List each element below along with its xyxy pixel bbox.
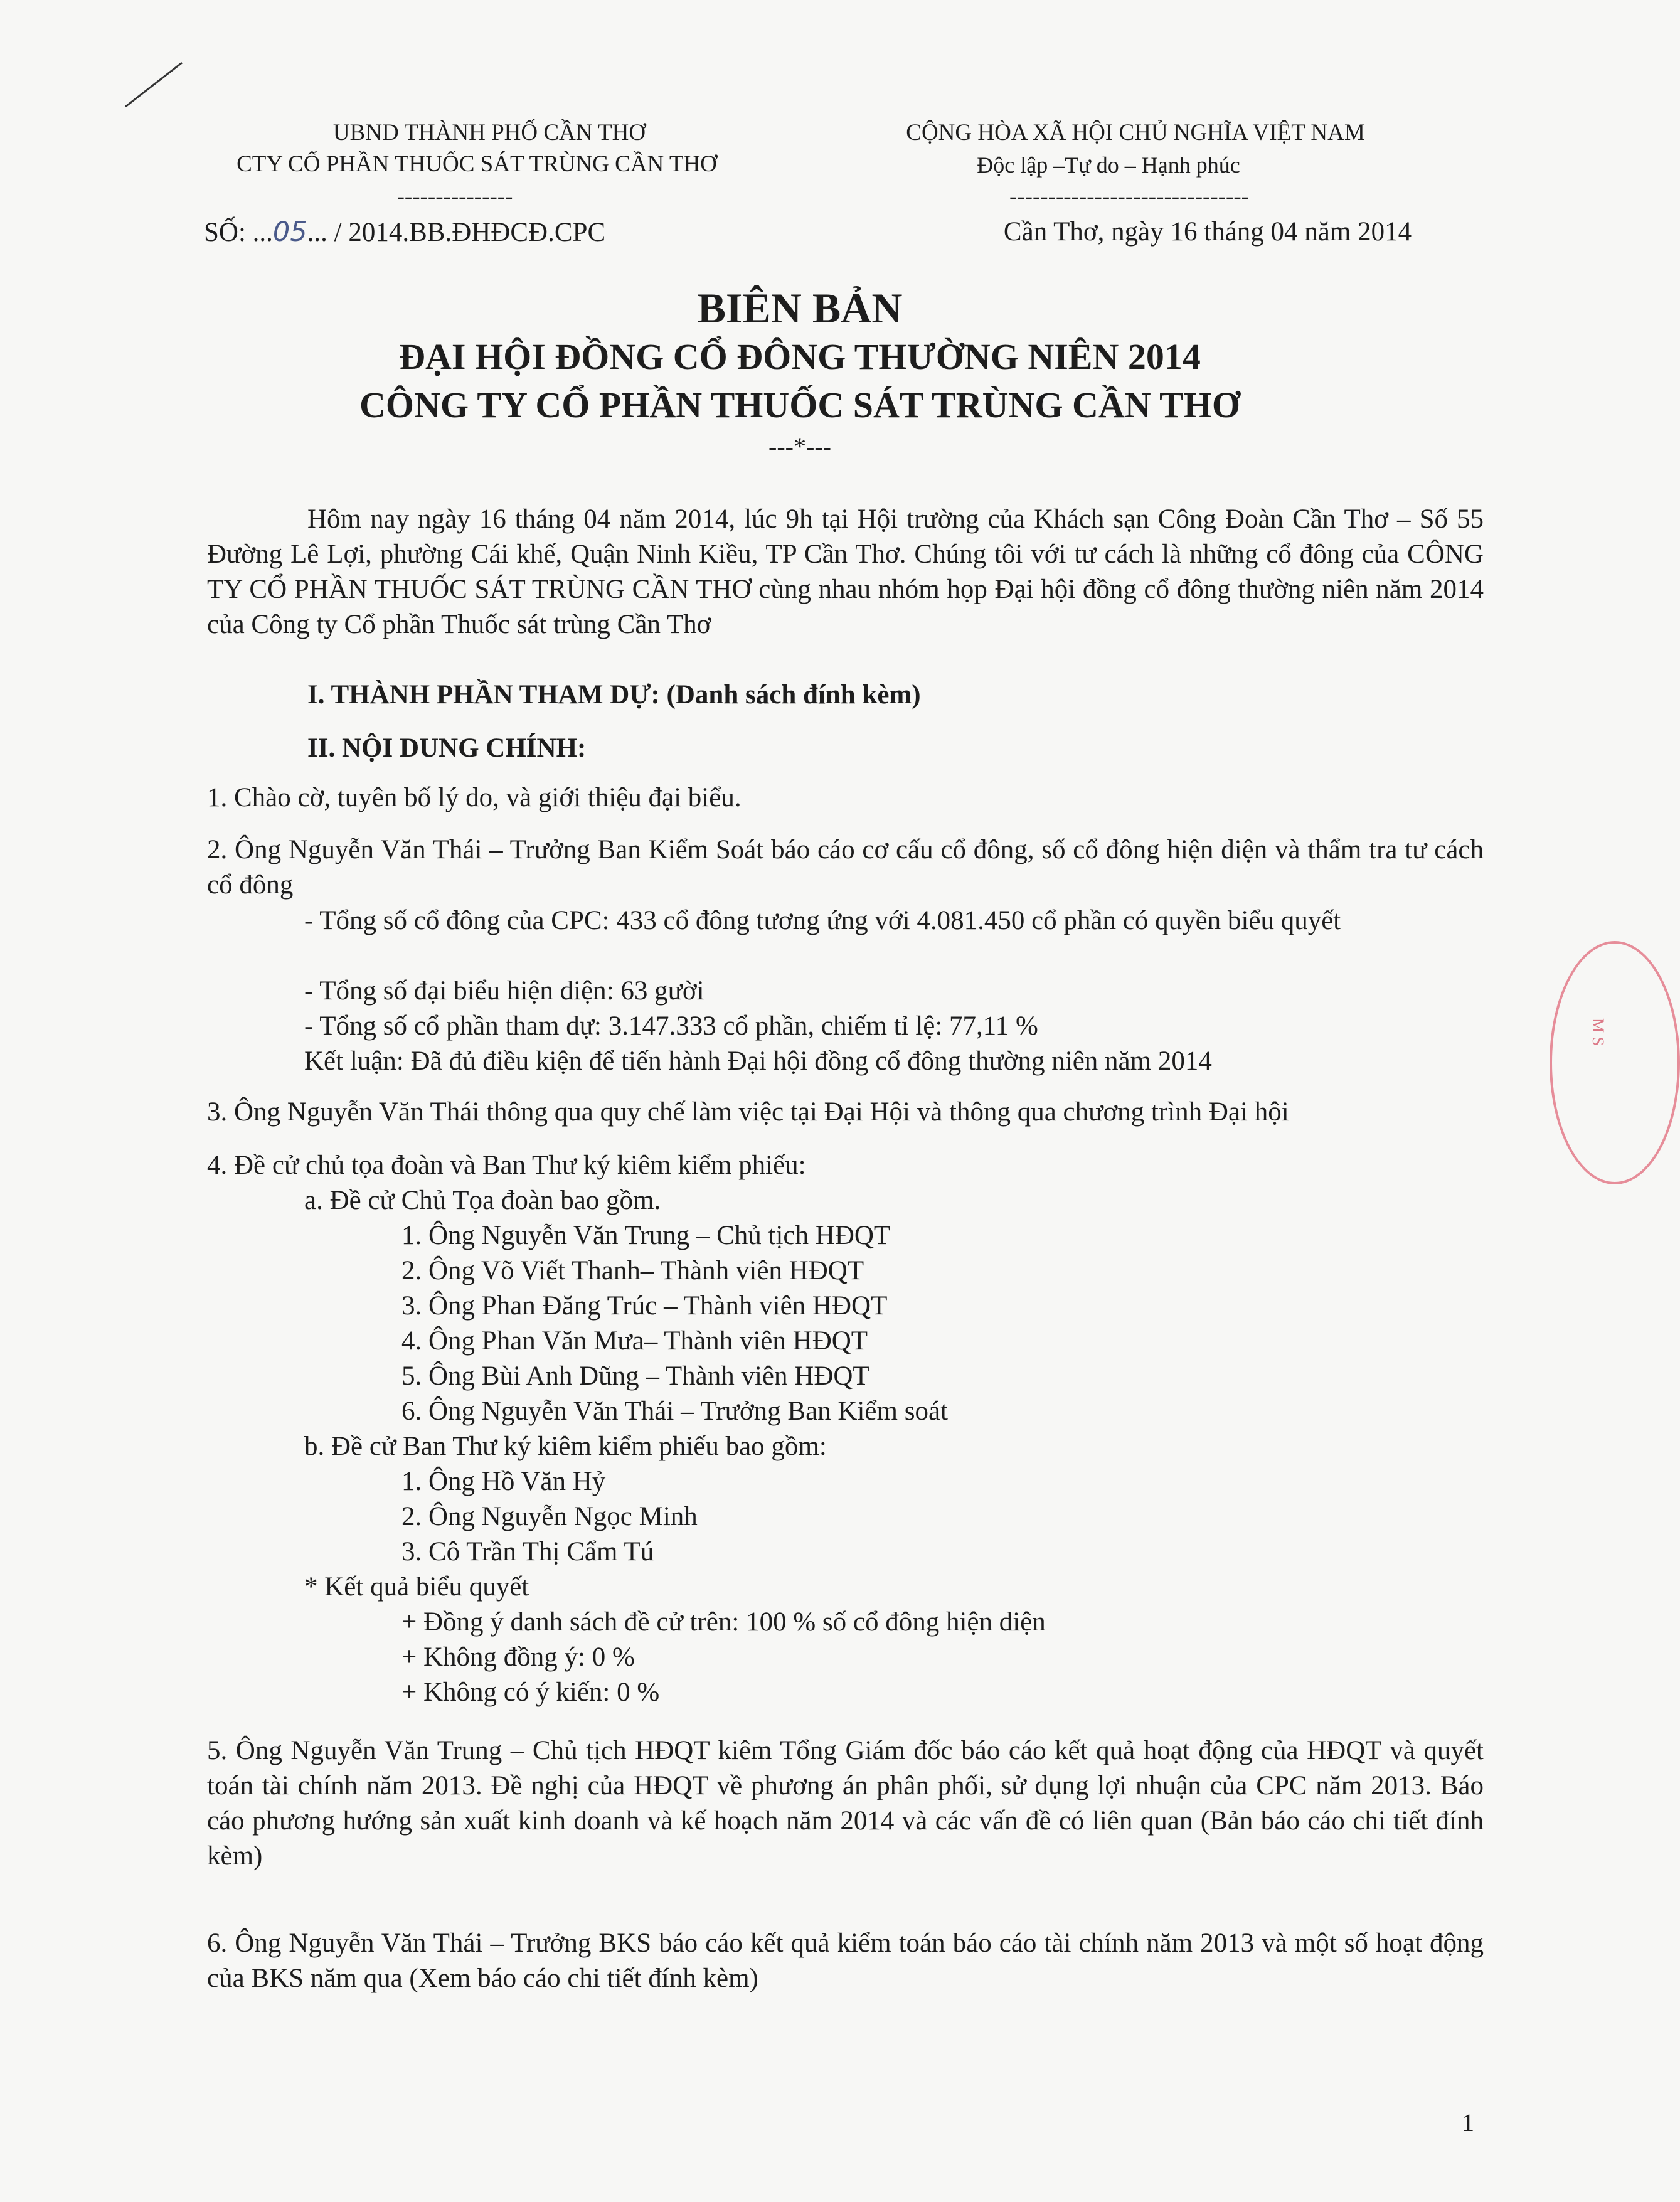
secretary-member: 1. Ông Hồ Văn Hỷ — [401, 1467, 606, 1496]
document-subtitle-meeting: ĐẠI HỘI ĐỒNG CỔ ĐÔNG THƯỜNG NIÊN 2014 — [399, 336, 1201, 377]
item-6: 6. Ông Nguyễn Văn Thái – Trưởng BKS báo cáo kết quả kiểm toán báo cáo tài chính năm 2013 và một số hoạt động của BKS năm qua (Xem báo cáo chi tiết đính kèm) — [207, 1928, 1484, 1993]
item-4: 4. Đề cử chủ tọa đoàn và Ban Thư ký kiêm kiểm phiếu: — [207, 1151, 806, 1180]
doc-number-prefix: SỐ: ... — [204, 218, 273, 247]
section-attendees: I. THÀNH PHẦN THAM DỰ: (Danh sách đính kèm) — [307, 680, 921, 710]
item-2-total-shareholders: - Tổng số cổ đông của CPC: 433 cổ đông tương ứng với 4.081.450 cổ phần có quyền biểu quyết — [304, 906, 1341, 935]
doc-number — [204, 216, 605, 248]
item-2-shares-attending: - Tổng số cổ phần tham dự: 3.147.333 cổ phần, chiếm tỉ lệ: 77,11 % — [304, 1011, 1038, 1041]
company-seal-stamp — [1550, 941, 1680, 1184]
pen-stroke-mark — [122, 60, 185, 110]
item-2-delegates: - Tổng số đại biểu hiện diện: 63 gười — [304, 976, 704, 1006]
chair-member: 1. Ông Nguyễn Văn Trung – Chủ tịch HĐQT — [401, 1221, 891, 1250]
item-2-conclusion: Kết luận: Đã đủ điều kiện để tiến hành Đại hội đồng cổ đông thường niên năm 2014 — [304, 1046, 1212, 1076]
item-3: 3. Ông Nguyễn Văn Thái thông qua quy chế làm việc tại Đại Hội và thông qua chương trình Đại hội — [207, 1097, 1289, 1127]
secretary-member: 2. Ông Nguyễn Ngọc Minh — [401, 1502, 698, 1531]
doc-number-suffix: ... / 2014.BB.ĐHĐCĐ.CPC — [307, 218, 606, 247]
document-title: BIÊN BẢN — [697, 284, 903, 332]
vote-result-item: + Không đồng ý: 0 % — [401, 1642, 635, 1672]
chair-member: 3. Ông Phan Đăng Trúc – Thành viên HĐQT — [401, 1291, 888, 1321]
document-subtitle-company: CÔNG TY CỔ PHẦN THUỐC SÁT TRÙNG CẦN THƠ — [359, 385, 1241, 425]
item-4a: a. Đề cử Chủ Tọa đoàn bao gồm. — [304, 1186, 661, 1215]
vote-result-title: * Kết quả biểu quyết — [304, 1572, 529, 1602]
item-4b: b. Đề cử Ban Thư ký kiêm kiểm phiếu bao gồm: — [304, 1432, 827, 1461]
chair-member: 4. Ông Phan Văn Mưa– Thành viên HĐQT — [401, 1326, 868, 1356]
section-main-content: II. NỘI DUNG CHÍNH: — [307, 733, 587, 763]
seal-text: M S — [1589, 1018, 1608, 1046]
doc-number-handwritten: 05 — [272, 216, 307, 248]
chair-member: 5. Ông Bùi Anh Dũng – Thành viên HĐQT — [401, 1361, 869, 1391]
item-5: 5. Ông Nguyễn Văn Trung – Chủ tịch HĐQT kiêm Tổng Giám đốc báo cáo kết quả hoạt động của HĐQT và quyết toán tài chính năm 2013. Đề nghị của HĐQT về phương án phân phối, sử dụng lợi nhuận của CPC năm 2013. Báo cáo phương hướng sản xuất kinh doanh và kế hoạch năm 2014 và các vấn đề có liên quan (Bản báo cáo chi tiết đính kèm) — [207, 1736, 1484, 1871]
header-nation: CỘNG HÒA XÃ HỘI CHỦ NGHĨA VIỆT NAM — [906, 120, 1365, 146]
item-2: 2. Ông Nguyễn Văn Thái – Trưởng Ban Kiểm Soát báo cáo cơ cấu cổ đông, số cổ đông hiện diện và thẩm tra tư cách cổ đông — [207, 835, 1484, 900]
header-right-rule: ------------------------------- — [1009, 184, 1249, 210]
chair-member: 2. Ông Võ Viết Thanh– Thành viên HĐQT — [401, 1256, 864, 1285]
title-separator: ---*--- — [768, 432, 831, 460]
vote-result-item: + Đồng ý danh sách đề cử trên: 100 % số cổ đông hiện diện — [401, 1607, 1046, 1637]
chair-member: 6. Ông Nguyễn Văn Thái – Trưởng Ban Kiểm soát — [401, 1396, 948, 1426]
intro-paragraph: Hôm nay ngày 16 tháng 04 năm 2014, lúc 9h tại Hội trường của Khách sạn Công Đoàn Cần Thơ – Số 55 Đường Lê Lợi, phường Cái khế, Quận Ninh Kiều, TP Cần Thơ. Chúng tôi với tư cách là những cổ đông của CÔNG TY CỔ PHẦN THUỐC SÁT TRÙNG CẦN THƠ cùng nhau nhóm họp Đại hội đồng cổ đông thường niên năm 2014 của Công ty Cổ phần Thuốc sát trùng Cần Thơ — [207, 504, 1484, 639]
page-number: 1 — [1462, 2109, 1474, 2137]
item-1: 1. Chào cờ, tuyên bố lý do, và giới thiệu đại biểu. — [207, 783, 742, 812]
header-company: CTY CỔ PHẦN THUỐC SÁT TRÙNG CẦN THƠ — [237, 151, 717, 177]
vote-result-item: + Không có ý kiến: 0 % — [401, 1678, 660, 1707]
header-left-rule: --------------- — [396, 184, 513, 210]
document-date: Cần Thơ, ngày 16 tháng 04 năm 2014 — [1003, 217, 1412, 247]
header-motto: Độc lập –Tự do – Hạnh phúc — [977, 152, 1240, 178]
secretary-member: 3. Cô Trần Thị Cẩm Tú — [401, 1537, 654, 1566]
header-authority: UBND THÀNH PHỐ CẦN THƠ — [332, 120, 646, 146]
